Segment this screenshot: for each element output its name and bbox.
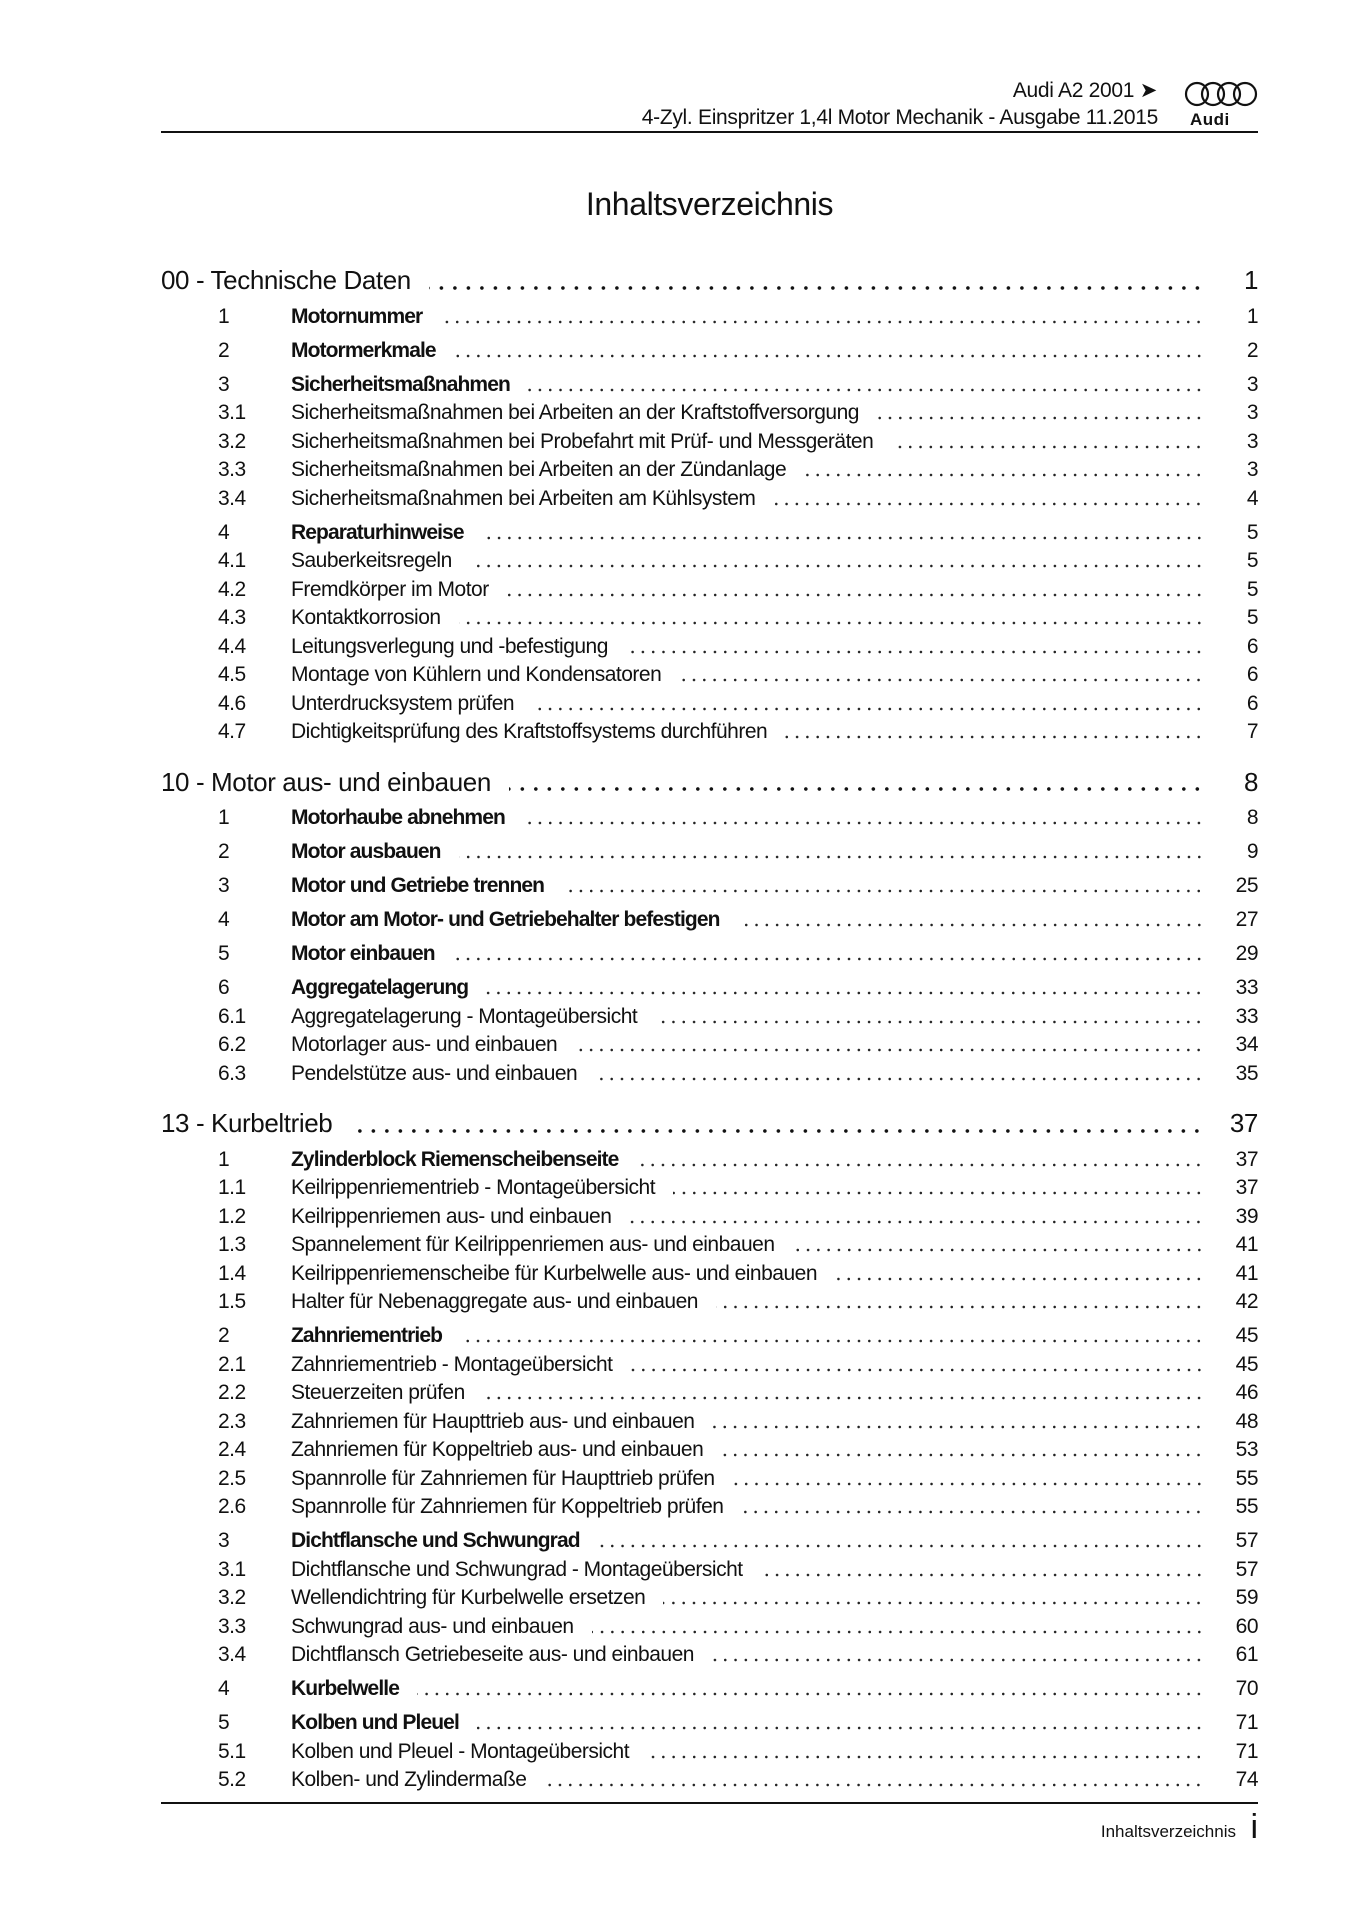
- toc-entry-title: Kolben und Pleuel: [291, 1711, 459, 1734]
- toc-entry-number: 6.1: [218, 1004, 246, 1028]
- toc-entry-page: 2: [1246, 338, 1258, 362]
- toc-entry-sub[interactable]: [161, 1203, 1258, 1232]
- dot-leader: [835, 1277, 1204, 1281]
- dot-leader: [738, 923, 1204, 927]
- toc-entry-title: Unterdrucksystem prüfen: [291, 691, 515, 715]
- toc-entry-sub[interactable]: [161, 604, 1258, 633]
- toc-entry-number: 1: [218, 304, 230, 328]
- toc-entry-number: 4.4: [218, 634, 246, 658]
- dot-leader: [636, 1163, 1204, 1167]
- toc-entry-title: Motornummer: [291, 304, 423, 328]
- dot-leader: [598, 1544, 1204, 1548]
- toc-entry-title: Dichtflansche und Schwungrad: [291, 1529, 580, 1552]
- toc-entry-page: 33: [1235, 976, 1258, 999]
- toc-entry-title: Keilrippenriemen aus- und einbauen: [291, 1204, 612, 1228]
- toc-entry-page: 55: [1235, 1466, 1258, 1490]
- toc-entry-page: 3: [1246, 401, 1258, 424]
- toc-entry-title: Sicherheitsmaßnahmen: [291, 372, 510, 396]
- toc-entry-main[interactable]: [161, 906, 1258, 935]
- dot-leader: [793, 1248, 1204, 1252]
- toc-entry-title: 00 - Technische Daten: [161, 265, 411, 295]
- toc-entry-main[interactable]: [161, 337, 1258, 366]
- toc-entry-number: 3.4: [218, 486, 246, 510]
- dot-leader: [663, 1601, 1204, 1605]
- toc-entry-number: 2: [218, 338, 230, 362]
- toc-entry-page: 48: [1235, 1409, 1258, 1433]
- toc-entry-page: 8: [1243, 766, 1258, 797]
- dot-leader: [523, 821, 1204, 825]
- dot-leader: [460, 1339, 1204, 1343]
- toc-entry-number: 3.3: [218, 1614, 246, 1638]
- dot-leader: [804, 473, 1204, 477]
- dot-leader: [477, 1726, 1204, 1730]
- toc-entry-title: Sicherheitsmaßnahmen bei Arbeiten am Kühlsystem: [291, 486, 756, 510]
- toc-entry-title: Spannelement für Keilrippenriemen aus- und einbauen: [291, 1233, 775, 1256]
- dot-leader: [877, 416, 1204, 420]
- header-model: Audi A2 2001 ➤: [1012, 79, 1157, 102]
- dot-leader: [528, 388, 1204, 392]
- dot-leader: [429, 286, 1204, 290]
- toc-entry-page: 59: [1235, 1586, 1258, 1609]
- dot-leader: [626, 650, 1204, 654]
- dot-leader: [712, 1425, 1204, 1429]
- toc-entry-title: Aggregatelagerung: [291, 976, 469, 999]
- toc-entry-number: 3.1: [218, 1557, 246, 1581]
- audi-logo-text: Audi: [1190, 110, 1230, 129]
- toc-entry-page: 3: [1246, 372, 1258, 396]
- toc-entry-page: 45: [1235, 1324, 1258, 1347]
- toc-entry-page: 46: [1235, 1381, 1258, 1404]
- dot-leader: [629, 1220, 1204, 1224]
- toc-entry-number: 1.1: [218, 1176, 246, 1199]
- toc-entry-sub[interactable]: [161, 1584, 1258, 1613]
- dot-leader: [891, 445, 1204, 449]
- toc-entry-sub[interactable]: [161, 428, 1258, 457]
- toc-entry-title: Fremdkörper im Motor: [291, 577, 489, 601]
- toc-entry-sub[interactable]: [161, 690, 1258, 719]
- toc-entry-page: 37: [1235, 1176, 1258, 1199]
- toc-entry-sub[interactable]: [161, 576, 1258, 605]
- dot-leader: [459, 855, 1204, 859]
- dot-leader: [712, 1658, 1204, 1662]
- toc-entry-page: 71: [1235, 1711, 1258, 1734]
- toc-entry-page: 70: [1235, 1677, 1258, 1700]
- dot-leader: [673, 1191, 1204, 1195]
- toc-entry-sub[interactable]: [161, 1556, 1258, 1585]
- dot-leader: [679, 678, 1204, 682]
- toc-entry-title: Motor ausbauen: [291, 840, 441, 863]
- toc-entry-page: 60: [1235, 1614, 1258, 1638]
- toc-entry-page: 9: [1246, 840, 1258, 863]
- toc-entry-sub[interactable]: [161, 1174, 1258, 1203]
- toc-entry-main[interactable]: [161, 872, 1258, 901]
- toc-entry-page: 41: [1235, 1233, 1258, 1256]
- toc-entry-number: 1: [218, 1147, 230, 1171]
- toc-entry-number: 5.2: [218, 1768, 246, 1791]
- toc-entry-main[interactable]: [161, 1322, 1258, 1351]
- toc-entry-sub[interactable]: [161, 547, 1258, 576]
- toc-entry-title: Motor einbauen: [291, 942, 435, 965]
- dot-leader: [761, 1573, 1204, 1577]
- dot-leader: [773, 502, 1204, 506]
- toc-entry-page: 37: [1229, 1108, 1258, 1138]
- toc-entry-number: 4.3: [218, 606, 246, 629]
- toc-entry-main[interactable]: [161, 974, 1258, 1003]
- toc-entry-number: 3.3: [218, 458, 246, 481]
- toc-entry-page: 5: [1246, 520, 1258, 544]
- toc-entry-main[interactable]: [161, 838, 1258, 867]
- toc-entry-page: 4: [1246, 486, 1258, 510]
- dot-leader: [785, 735, 1204, 739]
- toc-entry-number: 5: [218, 942, 230, 965]
- toc-entry-title: Dichtflansch Getriebeseite aus- und einbauen: [291, 1643, 694, 1666]
- dot-leader: [417, 1692, 1204, 1696]
- toc-entry-page: 39: [1235, 1204, 1258, 1228]
- toc-entry-sub[interactable]: [161, 1738, 1258, 1767]
- toc-entry-page: 71: [1235, 1739, 1258, 1763]
- toc-entry-title: Keilrippenriemenscheibe für Kurbelwelle aus- und einbauen: [291, 1261, 818, 1285]
- toc-entry-page: 74: [1235, 1768, 1258, 1791]
- toc-entry-number: 2: [218, 840, 230, 863]
- toc-entry-title: Leitungsverlegung und -befestigung: [291, 634, 608, 658]
- toc-entry-title: Zahnriementrieb: [291, 1324, 443, 1347]
- toc-entry-title: Motor und Getriebe trennen: [291, 874, 545, 897]
- toc-entry-title: Zahnriemen für Haupttrieb aus- und einbauen: [291, 1409, 695, 1433]
- toc-entry-number: 3: [218, 874, 230, 897]
- toc-entry-page: 25: [1235, 874, 1258, 897]
- toc-entry-title: Schwungrad aus- und einbauen: [291, 1614, 574, 1638]
- toc-entry-sub[interactable]: [161, 1436, 1258, 1465]
- dot-leader: [532, 707, 1204, 711]
- toc-entry-sub[interactable]: [161, 1408, 1258, 1437]
- toc-entry-title: 13 - Kurbeltrieb: [161, 1108, 333, 1138]
- toc-entry-page: 3: [1246, 429, 1258, 453]
- toc-entry-sub[interactable]: [161, 718, 1258, 747]
- toc-entry-number: 1.4: [218, 1261, 246, 1285]
- toc-entry-number: 4: [218, 908, 230, 931]
- dot-leader: [509, 787, 1204, 791]
- toc-entry-number: 1.5: [218, 1290, 246, 1313]
- toc-entry-page: 5: [1246, 549, 1258, 572]
- dot-leader: [453, 957, 1204, 961]
- dot-leader: [562, 889, 1204, 893]
- dot-leader: [459, 621, 1204, 625]
- toc-entry-title: Motorlager aus- und einbauen: [291, 1033, 558, 1056]
- toc-entry-number: 6.2: [218, 1033, 246, 1056]
- toc-entry-sub[interactable]: [161, 1379, 1258, 1408]
- dot-leader: [716, 1305, 1204, 1309]
- toc-entry-main[interactable]: [161, 1675, 1258, 1704]
- toc-entry-sub[interactable]: [161, 485, 1258, 514]
- toc-entry-number: 4.5: [218, 663, 246, 686]
- toc-entry-page: 3: [1246, 458, 1258, 481]
- toc-entry-sub[interactable]: [161, 1351, 1258, 1380]
- dot-leader: [595, 1077, 1204, 1081]
- toc-entry-number: 2.2: [218, 1381, 246, 1404]
- toc-entry-number: 5: [218, 1711, 230, 1734]
- toc-entry-main[interactable]: [161, 940, 1258, 969]
- dot-leader: [741, 1510, 1204, 1514]
- toc-entry-number: 3.2: [218, 429, 246, 453]
- toc-entry-page: 45: [1235, 1352, 1258, 1376]
- toc-entry-sub[interactable]: [161, 1031, 1258, 1060]
- dot-leader: [470, 564, 1204, 568]
- toc-entry-title: Motor am Motor- und Getriebehalter befestigen: [291, 908, 720, 931]
- toc-entry-title: Sicherheitsmaßnahmen bei Arbeiten an der Zündanlage: [291, 458, 787, 481]
- dot-leader: [721, 1453, 1204, 1457]
- toc-entry-number: 2.6: [218, 1495, 246, 1518]
- toc-entry-page: 5: [1246, 606, 1258, 629]
- dot-leader: [486, 991, 1204, 995]
- dot-leader: [733, 1482, 1204, 1486]
- toc-entry-sub[interactable]: [161, 1641, 1258, 1670]
- toc-entry-page: 6: [1246, 691, 1258, 715]
- dot-leader: [647, 1755, 1204, 1759]
- dot-leader: [482, 536, 1204, 540]
- toc-entry-title: Montage von Kühlern und Kondensatoren: [291, 663, 662, 686]
- toc-entry-main[interactable]: [161, 1527, 1258, 1556]
- toc-entry-page: 53: [1235, 1438, 1258, 1461]
- toc-entry-number: 4.6: [218, 691, 246, 715]
- toc-entry-title: Sicherheitsmaßnahmen bei Probefahrt mit Prüf- und Messgeräten: [291, 429, 874, 453]
- toc-entry-number: 4.1: [218, 549, 246, 572]
- toc-entry-main[interactable]: [161, 303, 1258, 332]
- toc-entry-page: 55: [1235, 1495, 1258, 1518]
- toc-entry-page: 1: [1246, 304, 1258, 328]
- footer-divider: [161, 1802, 1258, 1804]
- table-of-contents: [161, 264, 1258, 1795]
- dot-leader: [544, 1783, 1204, 1787]
- toc-entry-sub[interactable]: [161, 456, 1258, 485]
- toc-entry-main[interactable]: [161, 1146, 1258, 1175]
- toc-entry-page: 33: [1235, 1004, 1258, 1028]
- dot-leader: [350, 1129, 1204, 1133]
- toc-entry-number: 2: [218, 1324, 230, 1347]
- toc-entry-title: Kurbelwelle: [291, 1677, 399, 1700]
- toc-entry-main[interactable]: [161, 371, 1258, 400]
- toc-entry-sub[interactable]: [161, 1060, 1258, 1089]
- footer-page-number: i: [1250, 1808, 1258, 1846]
- toc-entry-title: Sauberkeitsregeln: [291, 549, 452, 572]
- toc-entry-page: 6: [1246, 634, 1258, 658]
- toc-entry-number: 1: [218, 806, 230, 829]
- toc-entry-sub[interactable]: [161, 1493, 1258, 1522]
- toc-entry-page: 5: [1246, 577, 1258, 601]
- header-divider: [161, 131, 1258, 133]
- toc-entry-chapter[interactable]: [161, 1107, 1258, 1140]
- toc-entry-number: 4: [218, 520, 230, 544]
- toc-entry-sub[interactable]: [161, 1613, 1258, 1642]
- toc-entry-title: Spannrolle für Zahnriemen für Haupttrieb prüfen: [291, 1466, 715, 1490]
- toc-entry-number: 6.3: [218, 1061, 246, 1085]
- toc-entry-number: 4.7: [218, 720, 246, 743]
- toc-entry-number: 2.4: [218, 1438, 246, 1461]
- toc-entry-number: 4.2: [218, 577, 246, 601]
- toc-entry-title: Zahnriementrieb - Montageübersicht: [291, 1352, 613, 1376]
- toc-entry-title: Halter für Nebenaggregate aus- und einbauen: [291, 1290, 698, 1313]
- toc-entry-title: Zylinderblock Riemenscheibenseite: [291, 1147, 619, 1171]
- toc-entry-page: 29: [1235, 942, 1258, 965]
- toc-entry-number: 1.3: [218, 1233, 246, 1256]
- toc-entry-page: 6: [1246, 663, 1258, 686]
- toc-entry-number: 2.1: [218, 1352, 246, 1376]
- toc-entry-title: Steuerzeiten prüfen: [291, 1381, 465, 1404]
- dot-leader: [483, 1396, 1204, 1400]
- toc-entry-main[interactable]: [161, 519, 1258, 548]
- toc-entry-sub[interactable]: [161, 1288, 1258, 1317]
- toc-entry-chapter[interactable]: [161, 264, 1258, 297]
- toc-entry-sub[interactable]: [161, 1260, 1258, 1289]
- header-subtitle: 4-Zyl. Einspritzer 1,4l Motor Mechanik - Ausgabe 11.2015: [641, 106, 1158, 129]
- toc-entry-number: 3.2: [218, 1586, 246, 1609]
- toc-entry-page: 27: [1235, 908, 1258, 931]
- toc-entry-page: 35: [1235, 1061, 1258, 1085]
- toc-entry-sub[interactable]: [161, 1003, 1258, 1032]
- toc-entry-page: 42: [1235, 1290, 1258, 1313]
- toc-entry-page: 57: [1235, 1529, 1258, 1552]
- dot-leader: [575, 1048, 1204, 1052]
- toc-entry-title: Dichtflansche und Schwungrad - Montageübersicht: [291, 1557, 743, 1581]
- toc-entry-title: Kontaktkorrosion: [291, 606, 441, 629]
- toc-entry-number: 6: [218, 976, 230, 999]
- toc-entry-page: 8: [1246, 806, 1258, 829]
- toc-entry-sub[interactable]: [161, 1766, 1258, 1795]
- toc-entry-sub[interactable]: [161, 399, 1258, 428]
- toc-entry-title: Spannrolle für Zahnriemen für Koppeltrieb prüfen: [291, 1495, 724, 1518]
- toc-entry-sub[interactable]: [161, 1465, 1258, 1494]
- toc-entry-number: 3.1: [218, 401, 246, 424]
- toc-entry-title: Motormerkmale: [291, 338, 436, 362]
- toc-entry-title: Kolben- und Zylindermaße: [291, 1768, 527, 1791]
- dot-leader: [631, 1368, 1204, 1372]
- toc-entry-title: Wellendichtring für Kurbelwelle ersetzen: [291, 1586, 646, 1609]
- toc-entry-sub[interactable]: [161, 1231, 1258, 1260]
- toc-entry-title: 10 - Motor aus- und einbauen: [161, 766, 491, 797]
- dot-leader: [507, 593, 1204, 597]
- footer-section: Inhaltsverzeichnis: [1100, 1822, 1236, 1841]
- toc-entry-sub[interactable]: [161, 633, 1258, 662]
- toc-entry-page: 1: [1243, 265, 1258, 295]
- toc-entry-chapter[interactable]: [161, 766, 1258, 799]
- dot-leader: [592, 1630, 1204, 1634]
- toc-entry-number: 1.2: [218, 1204, 246, 1228]
- toc-entry-title: Pendelstütze aus- und einbauen: [291, 1061, 578, 1085]
- toc-entry-page: 61: [1235, 1643, 1258, 1666]
- toc-entry-title: Keilrippenriementrieb - Montageübersicht: [291, 1176, 656, 1199]
- toc-entry-page: 37: [1235, 1147, 1258, 1171]
- toc-entry-number: 5.1: [218, 1739, 246, 1763]
- toc-entry-number: 3.4: [218, 1643, 246, 1666]
- toc-entry-title: Reparaturhinweise: [291, 520, 464, 544]
- toc-entry-number: 4: [218, 1677, 230, 1700]
- toc-entry-main[interactable]: [161, 804, 1258, 833]
- toc-entry-number: 3: [218, 1529, 230, 1552]
- toc-entry-title: Aggregatelagerung - Montageübersicht: [291, 1004, 638, 1028]
- toc-entry-title: Dichtigkeitsprüfung des Kraftstoffsystems durchführen: [291, 720, 768, 743]
- toc-entry-number: 3: [218, 372, 230, 396]
- toc-entry-title: Kolben und Pleuel - Montageübersicht: [291, 1739, 630, 1763]
- dot-leader: [454, 354, 1204, 358]
- toc-entry-main[interactable]: [161, 1709, 1258, 1738]
- toc-entry-title: Sicherheitsmaßnahmen bei Arbeiten an der Kraftstoffversorgung: [291, 401, 859, 424]
- page-title: Inhaltsverzeichnis: [585, 186, 834, 222]
- dot-leader: [655, 1020, 1204, 1024]
- toc-entry-page: 57: [1235, 1557, 1258, 1581]
- dot-leader: [440, 320, 1204, 324]
- toc-entry-number: 2.5: [218, 1466, 246, 1490]
- toc-entry-page: 34: [1235, 1033, 1258, 1056]
- toc-entry-page: 7: [1246, 720, 1258, 743]
- toc-entry-sub[interactable]: [161, 661, 1258, 690]
- toc-entry-title: Motorhaube abnehmen: [291, 806, 505, 829]
- toc-entry-number: 2.3: [218, 1409, 246, 1433]
- toc-entry-page: 41: [1235, 1261, 1258, 1285]
- toc-entry-title: Zahnriemen für Koppeltrieb aus- und einbauen: [291, 1438, 704, 1461]
